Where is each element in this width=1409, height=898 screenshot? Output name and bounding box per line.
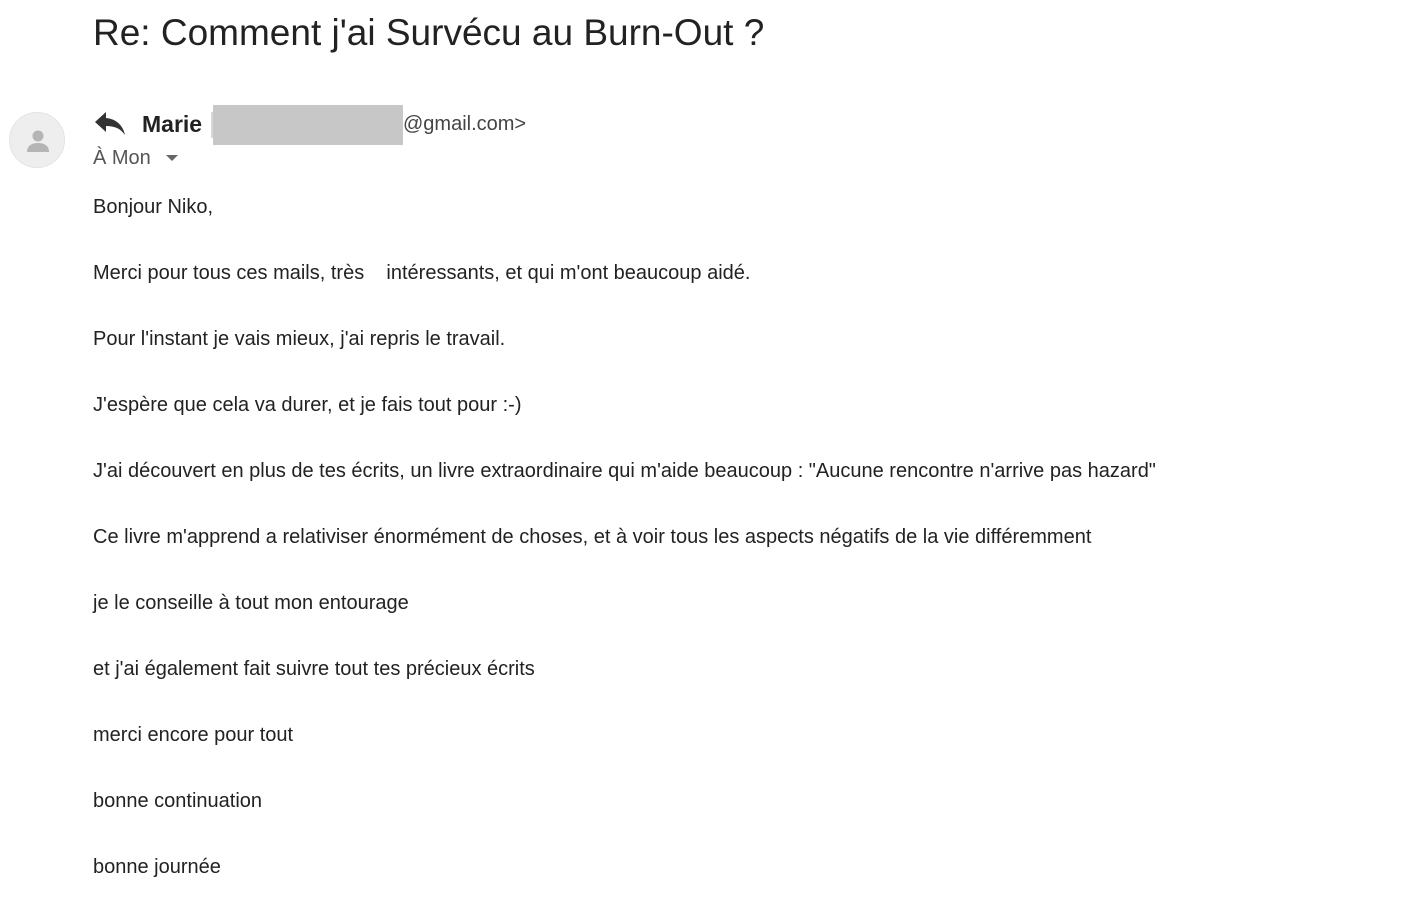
body-line: J'ai découvert en plus de tes écrits, un livre extraordinaire qui m'aide beaucoup : "Aucune rencontre n'arrive pas hazard": [93, 460, 1156, 482]
caret-down-icon[interactable]: [166, 155, 178, 161]
body-line: et j'ai également fait suivre tout tes précieux écrits: [93, 658, 535, 680]
body-line: J'espère que cela va durer, et je fais tout pour :-): [93, 394, 522, 416]
person-icon: [24, 127, 52, 155]
email-subject: Re: Comment j'ai Survécu au Burn-Out ?: [93, 12, 765, 53]
sender-avatar[interactable]: [9, 112, 65, 168]
body-line: Bonjour Niko,: [93, 196, 214, 218]
redacted-block: [213, 105, 403, 145]
body-line: merci encore pour tout: [93, 724, 294, 746]
body-line: je le conseille à tout mon entourage: [93, 592, 409, 614]
recipient-details-toggle[interactable]: À Mon: [93, 147, 151, 169]
sender-name[interactable]: Marie: [142, 111, 203, 137]
reply-icon[interactable]: [93, 108, 127, 138]
sender-email: @gmail.com>: [403, 113, 527, 135]
body-line: Pour l'instant je vais mieux, j'ai repris le travail.: [93, 328, 506, 350]
body-line: Ce livre m'apprend a relativiser énormément de choses, et à voir tous les aspects négatifs de la vie différemment: [93, 526, 1092, 548]
body-line: bonne continuation: [93, 790, 263, 812]
body-line: Merci pour tous ces mails, très intéressants, et qui m'ont beaucoup aidé.: [93, 262, 751, 284]
body-line: bonne journée: [93, 856, 221, 878]
